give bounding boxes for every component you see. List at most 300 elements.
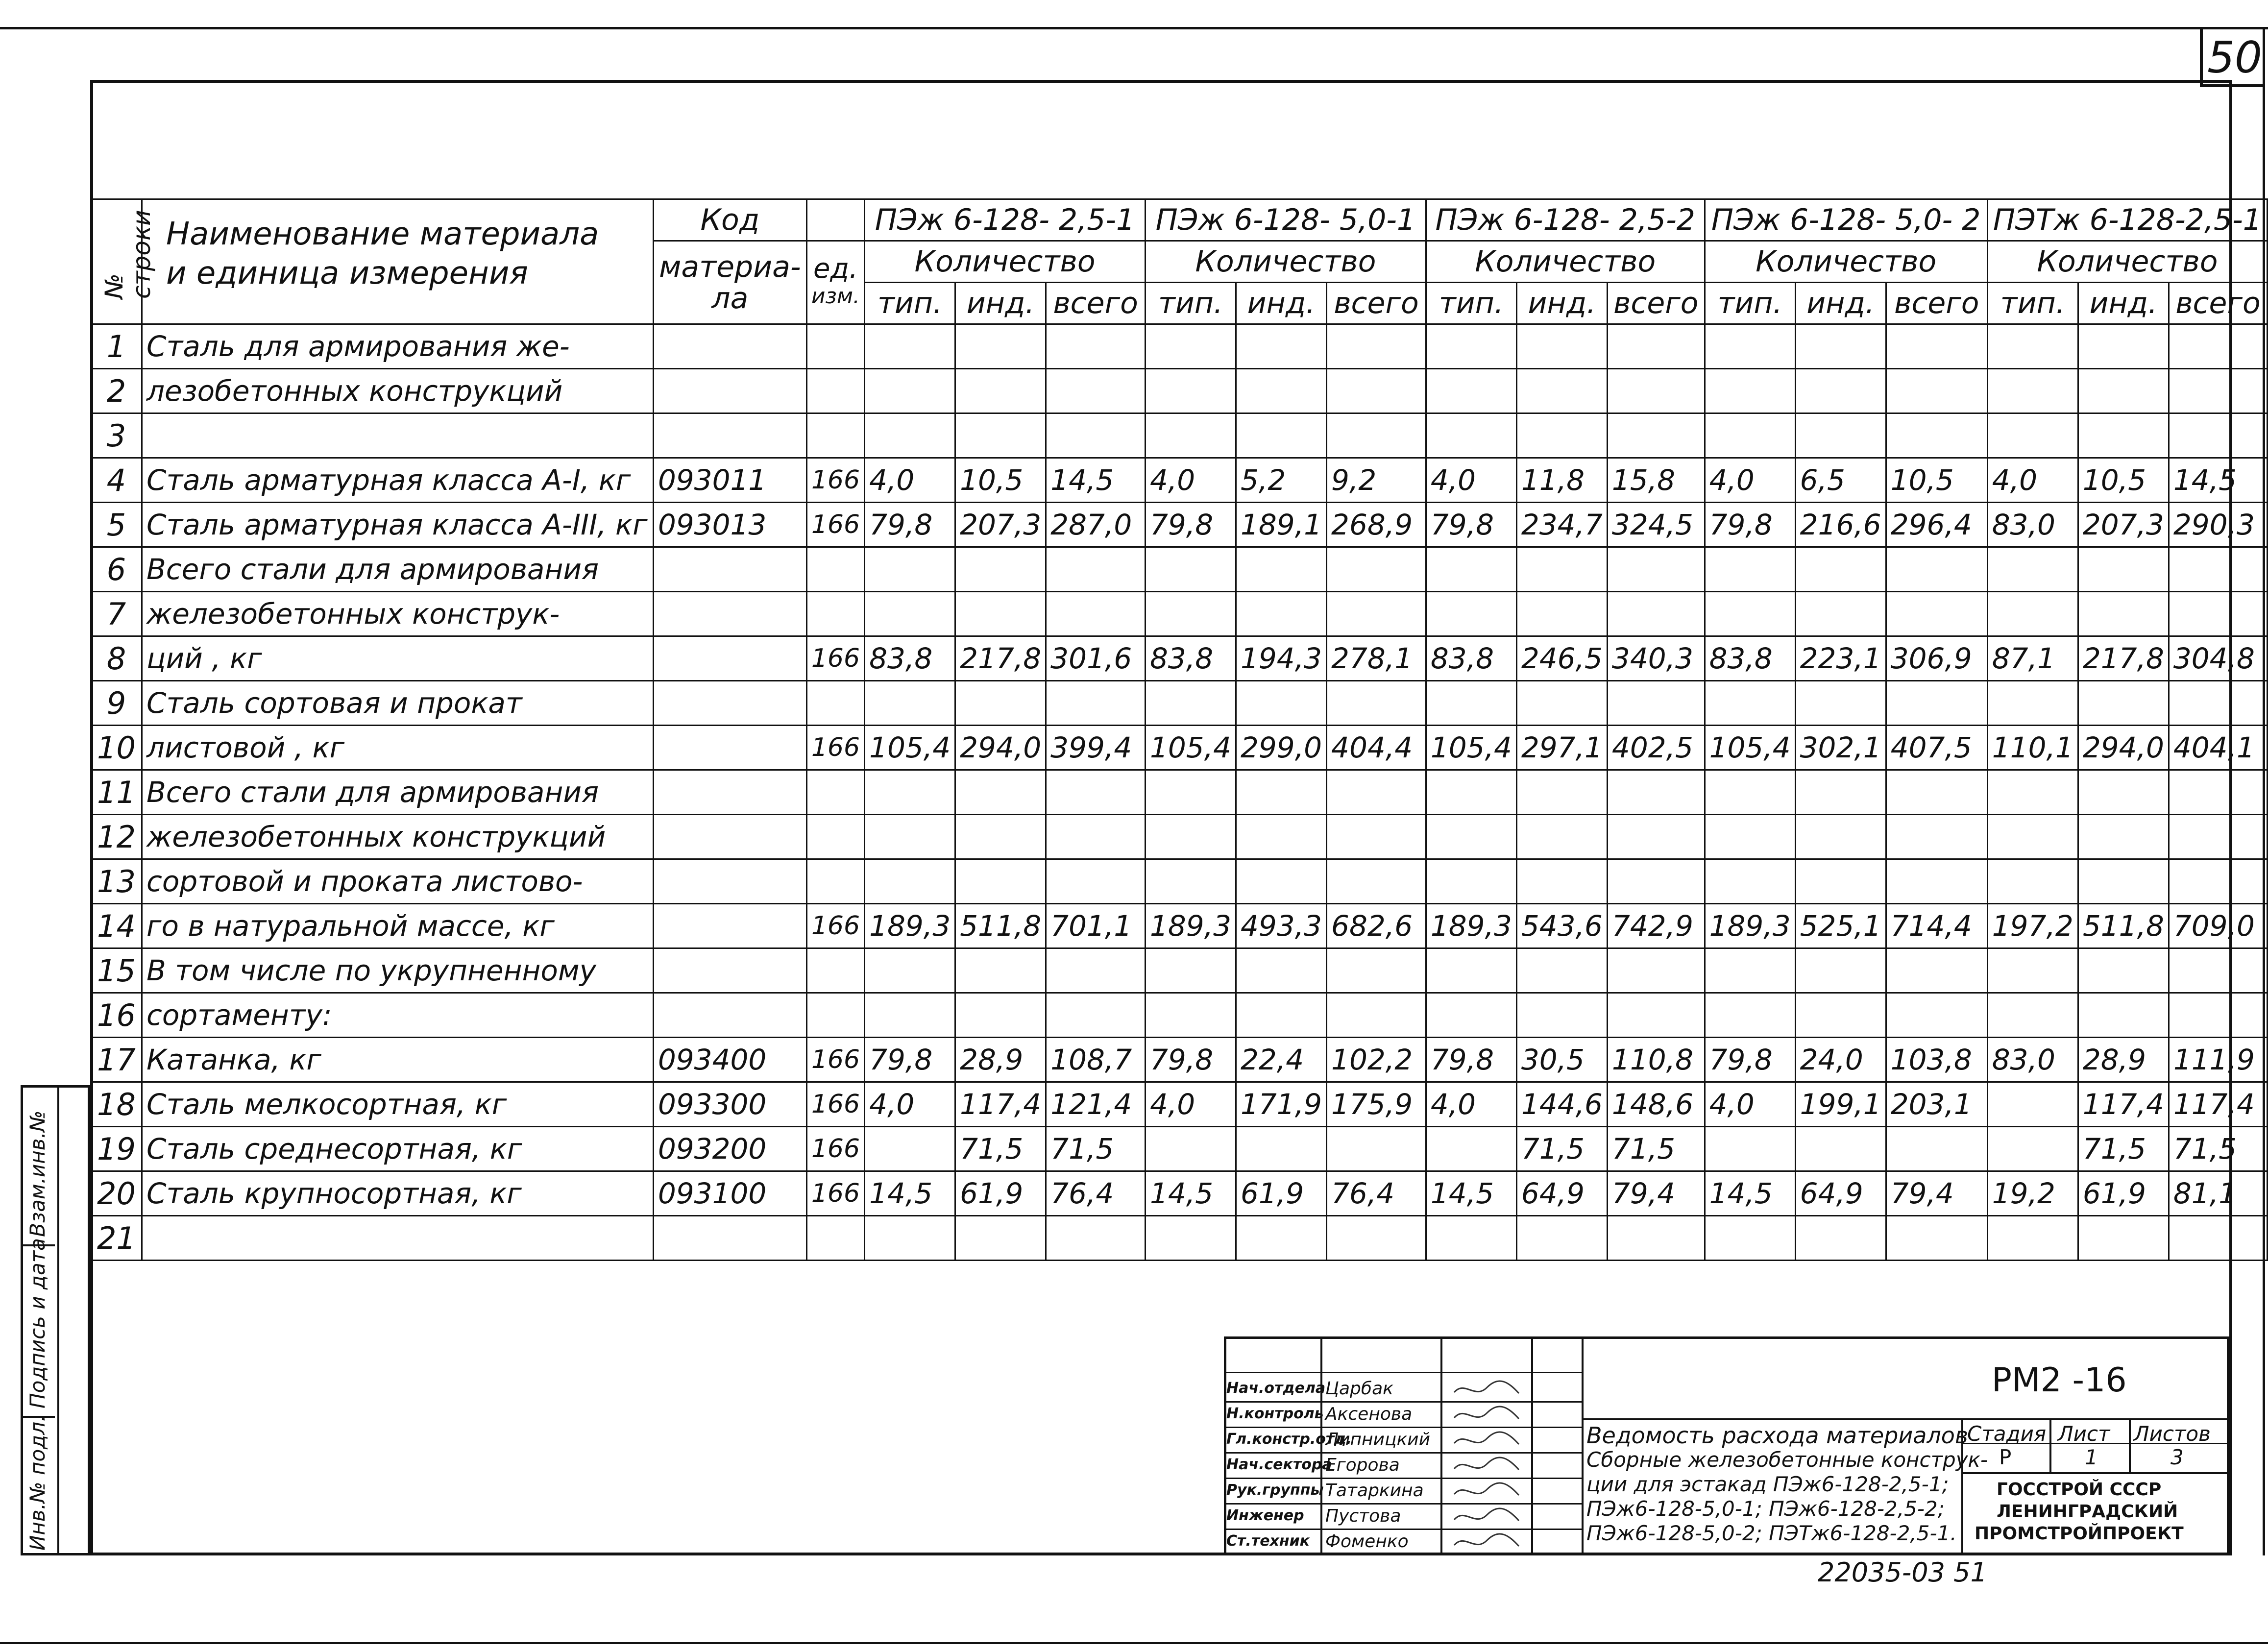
row-number-cell: 7 [91, 592, 142, 636]
row-code-cell: 093013 [653, 503, 806, 547]
header-code-line2: ла [711, 281, 749, 316]
row-value-cell [1987, 1082, 2078, 1127]
row-value-cell [1886, 1127, 1987, 1171]
row-value-cell: 287,0 [1046, 503, 1146, 547]
table-row [91, 636, 2268, 681]
header-unit-line1: ед. [813, 252, 858, 285]
row-value-cell: 105,4 [1705, 726, 1795, 770]
staff-name: Аксенова [1325, 1404, 1413, 1424]
row-unit-cell: 166 [806, 1038, 864, 1082]
row-value-cell: 111,9 [2169, 1038, 2267, 1082]
row-unit-cell [806, 859, 864, 904]
row-value-cell [1516, 324, 1607, 369]
header-group-1: ПЭж 6-128- 2,5-1 [865, 199, 1146, 241]
table-row [91, 948, 2268, 993]
header-qty-5: Количество [1987, 241, 2267, 283]
row-number-cell: 19 [91, 1127, 142, 1171]
row-unit-cell [806, 1216, 864, 1261]
row-value-cell: 299,0 [1236, 726, 1327, 770]
row-value-cell: 189,3 [1705, 904, 1795, 948]
row-value-cell: 306,9 [1886, 636, 1987, 681]
row-value-cell [1705, 993, 1795, 1038]
row-value-cell [1236, 324, 1327, 369]
staff-role: Нач.отдела [1226, 1380, 1326, 1397]
row-code-cell: 093400 [653, 1038, 806, 1082]
row-value-cell: 117,4 [955, 1082, 1046, 1127]
row-number-cell: 21 [91, 1216, 142, 1261]
row-name-cell: Всего стали для армирования [142, 770, 653, 815]
row-value-cell [1795, 770, 1886, 815]
row-value-cell: 121,4 [1046, 1082, 1146, 1127]
row-value-cell [1046, 681, 1146, 726]
row-value-cell [1327, 547, 1426, 592]
row-value-cell [955, 1216, 1046, 1261]
row-value-cell [1516, 592, 1607, 636]
staff-role: Гл.констр.отд. [1226, 1431, 1352, 1448]
row-value-cell [1886, 948, 1987, 993]
table-row [91, 1171, 2268, 1216]
row-value-cell [865, 1127, 955, 1171]
row-value-cell [1516, 681, 1607, 726]
row-name-cell: лезобетонных конструкций [142, 369, 653, 413]
row-value-cell: 61,9 [1236, 1171, 1327, 1216]
row-number-cell: 8 [91, 636, 142, 681]
row-value-cell [1795, 547, 1886, 592]
row-code-cell [653, 413, 806, 458]
row-value-cell: 14,5 [1145, 1171, 1236, 1216]
row-value-cell: 83,0 [1987, 1038, 2078, 1082]
row-code-cell [653, 681, 806, 726]
row-value-cell: 742,9 [1607, 904, 1705, 948]
row-value-cell [1607, 413, 1705, 458]
row-value-cell [2169, 859, 2267, 904]
row-value-cell [1795, 1216, 1886, 1261]
row-value-cell: 302,1 [1795, 726, 1886, 770]
row-value-cell: 493,3 [1236, 904, 1327, 948]
tb-hline-top [1224, 1372, 1582, 1373]
row-value-cell: 83,8 [1145, 636, 1236, 681]
row-value-cell [1145, 1216, 1236, 1261]
row-value-cell [1327, 369, 1426, 413]
row-value-cell [2078, 770, 2169, 815]
row-value-cell [1426, 815, 1516, 859]
subheader-total-5: всего [2169, 283, 2267, 324]
signature-mark [1450, 1480, 1524, 1506]
row-value-cell: 79,8 [1145, 1038, 1236, 1082]
row-value-cell: 404,1 [2169, 726, 2267, 770]
tb-staff-line [1224, 1427, 1582, 1428]
staff-name: Царбак [1325, 1379, 1393, 1399]
row-value-cell: 117,4 [2169, 1082, 2267, 1127]
row-value-cell [1705, 1127, 1795, 1171]
row-value-cell: 543,6 [1516, 904, 1607, 948]
table-row [91, 1127, 2268, 1171]
row-value-cell [1426, 1127, 1516, 1171]
row-value-cell [1516, 948, 1607, 993]
row-value-cell: 340,3 [1607, 636, 1705, 681]
row-value-cell [1705, 815, 1795, 859]
row-value-cell [1886, 815, 1987, 859]
doc-desc-line2: Сборные железобетонные конструк- [1586, 1448, 1988, 1472]
row-value-cell [1795, 324, 1886, 369]
row-value-cell: 76,4 [1046, 1171, 1146, 1216]
bottom-reference: 22035-03 51 [1818, 1557, 1987, 1588]
header-row-no-label: № строки [100, 210, 156, 299]
row-value-cell: 71,5 [1046, 1127, 1146, 1171]
row-value-cell [955, 413, 1046, 458]
row-value-cell [1236, 681, 1327, 726]
row-value-cell [865, 993, 955, 1038]
row-code-cell [653, 993, 806, 1038]
row-value-cell: 79,8 [1426, 1038, 1516, 1082]
row-unit-cell [806, 547, 864, 592]
staff-name: Фоменко [1325, 1531, 1409, 1552]
row-value-cell [1705, 681, 1795, 726]
row-value-cell [1705, 547, 1795, 592]
tb-staff-line [1224, 1503, 1582, 1505]
row-value-cell [1987, 815, 2078, 859]
org-line1: ГОССТРОЙ СССР [1997, 1480, 2162, 1500]
header-unit-cell [806, 241, 864, 324]
row-value-cell [1327, 1216, 1426, 1261]
row-value-cell: 64,9 [1516, 1171, 1607, 1216]
row-number-cell: 11 [91, 770, 142, 815]
tb-staff-line [1224, 1529, 1582, 1530]
tb-staff-line [1224, 1401, 1582, 1403]
row-value-cell [1886, 681, 1987, 726]
row-value-cell: 207,3 [2078, 503, 2169, 547]
row-value-cell: 189,3 [1426, 904, 1516, 948]
row-value-cell [2078, 369, 2169, 413]
row-code-cell [653, 324, 806, 369]
row-value-cell [1987, 770, 2078, 815]
row-value-cell [1236, 948, 1327, 993]
row-value-cell [1145, 413, 1236, 458]
table-row [91, 815, 2268, 859]
row-value-cell [1987, 592, 2078, 636]
row-value-cell: 83,8 [1705, 636, 1795, 681]
row-value-cell [1795, 369, 1886, 413]
row-value-cell: 19,2 [1987, 1171, 2078, 1216]
row-number-cell: 13 [91, 859, 142, 904]
doc-code: РМ2 -16 [1992, 1361, 2127, 1400]
row-value-cell: 79,8 [1426, 503, 1516, 547]
row-value-cell: 682,6 [1327, 904, 1426, 948]
row-value-cell [1145, 324, 1236, 369]
row-value-cell [865, 413, 955, 458]
row-value-cell: 24,0 [1795, 1038, 1886, 1082]
row-code-cell [653, 815, 806, 859]
row-value-cell: 4,0 [1145, 1082, 1236, 1127]
header-unit-top [806, 199, 864, 241]
row-name-cell: Сталь арматурная класса А-III, кг [142, 503, 653, 547]
row-value-cell [1327, 859, 1426, 904]
row-value-cell: 9,2 [1327, 458, 1426, 503]
row-value-cell [1607, 369, 1705, 413]
row-code-cell [653, 369, 806, 413]
row-value-cell [1795, 413, 1886, 458]
signature-mark [1450, 1530, 1524, 1557]
row-code-cell [653, 726, 806, 770]
material-spec-table [90, 198, 2268, 1261]
header-code-top: Код [653, 199, 806, 241]
stage-value: Р [1999, 1445, 2012, 1469]
row-value-cell [1987, 681, 2078, 726]
subheader-ind-1: инд. [955, 283, 1046, 324]
row-value-cell [1987, 547, 2078, 592]
row-value-cell: 407,5 [1886, 726, 1987, 770]
row-number-cell: 10 [91, 726, 142, 770]
row-value-cell [1236, 993, 1327, 1038]
row-value-cell: 28,9 [2078, 1038, 2169, 1082]
row-value-cell [1145, 681, 1236, 726]
row-value-cell [1516, 815, 1607, 859]
row-value-cell [2078, 681, 2169, 726]
signature-mark [1450, 1378, 1524, 1405]
row-value-cell [1886, 592, 1987, 636]
tb-vline-8 [2129, 1418, 2131, 1472]
row-number-cell: 20 [91, 1171, 142, 1216]
row-value-cell [2169, 547, 2267, 592]
row-value-cell: 110,8 [1607, 1038, 1705, 1082]
row-value-cell: 399,4 [1046, 726, 1146, 770]
row-value-cell: 79,8 [1705, 503, 1795, 547]
row-value-cell [1795, 681, 1886, 726]
row-value-cell [955, 993, 1046, 1038]
header-name-line2: и единица измерения [166, 255, 528, 291]
row-value-cell [1607, 993, 1705, 1038]
row-value-cell: 10,5 [2078, 458, 2169, 503]
row-value-cell [1236, 369, 1327, 413]
row-code-cell [653, 547, 806, 592]
row-unit-cell: 166 [806, 636, 864, 681]
row-value-cell: 301,6 [1046, 636, 1146, 681]
header-code-line1: материа- [659, 249, 801, 284]
row-value-cell [1607, 592, 1705, 636]
row-value-cell: 79,4 [1886, 1171, 1987, 1216]
header-code-cell [653, 241, 806, 324]
row-code-cell: 093200 [653, 1127, 806, 1171]
row-value-cell: 189,3 [865, 904, 955, 948]
row-value-cell: 144,6 [1516, 1082, 1607, 1127]
row-value-cell: 223,1 [1795, 636, 1886, 681]
header-qty-4: Количество [1705, 241, 1987, 283]
row-number-cell: 12 [91, 815, 142, 859]
subheader-ind-3: инд. [1516, 283, 1607, 324]
tb-hline-org [1961, 1472, 2229, 1474]
row-number-cell: 5 [91, 503, 142, 547]
tb-vline-4 [1582, 1336, 1584, 1555]
side-label-inv: Инв.№ подл. [25, 1415, 49, 1551]
row-value-cell [2169, 369, 2267, 413]
row-value-cell [1516, 1216, 1607, 1261]
row-value-cell [1987, 324, 2078, 369]
row-value-cell: 79,8 [865, 1038, 955, 1082]
table-row [91, 993, 2268, 1038]
row-value-cell [1987, 1127, 2078, 1171]
row-value-cell [955, 770, 1046, 815]
row-value-cell [1516, 993, 1607, 1038]
row-value-cell: 4,0 [1987, 458, 2078, 503]
row-value-cell [1236, 1127, 1327, 1171]
row-value-cell [1795, 815, 1886, 859]
row-value-cell [1886, 324, 1987, 369]
signature-mark [1450, 1505, 1524, 1532]
row-name-cell: В том числе по укрупненному [142, 948, 653, 993]
row-value-cell [865, 815, 955, 859]
row-value-cell: 14,5 [1426, 1171, 1516, 1216]
row-value-cell: 175,9 [1327, 1082, 1426, 1127]
doc-desc-line4: ПЭж6-128-5,0-1; ПЭж6-128-2,5-2; [1586, 1497, 1945, 1521]
bottom-border-line [0, 1642, 2268, 1644]
row-value-cell: 79,8 [865, 503, 955, 547]
row-value-cell [1145, 592, 1236, 636]
row-value-cell [1046, 859, 1146, 904]
row-unit-cell: 166 [806, 1127, 864, 1171]
side-label-vzam: Взам.инв.№ [25, 1110, 49, 1237]
row-value-cell: 87,1 [1987, 636, 2078, 681]
row-value-cell: 278,1 [1327, 636, 1426, 681]
row-value-cell [2169, 770, 2267, 815]
row-value-cell: 511,8 [955, 904, 1046, 948]
row-value-cell [1046, 369, 1146, 413]
sheet-header: Лист [2058, 1422, 2110, 1446]
row-value-cell [1145, 770, 1236, 815]
subheader-tip-1: тип. [865, 283, 955, 324]
subheader-total-1: всего [1046, 283, 1146, 324]
staff-role: Нач.сектора [1226, 1456, 1332, 1473]
top-border-line [0, 27, 2268, 29]
row-value-cell: 234,7 [1516, 503, 1607, 547]
header-name-cell [142, 199, 653, 324]
row-value-cell [2169, 592, 2267, 636]
row-value-cell [865, 948, 955, 993]
row-name-cell: Сталь арматурная класса А-I, кг [142, 458, 653, 503]
row-value-cell [865, 547, 955, 592]
org-line3: ПРОМСТРОЙПРОЕКТ [1975, 1524, 2184, 1544]
row-value-cell [1886, 369, 1987, 413]
row-value-cell: 216,6 [1795, 503, 1886, 547]
header-name-line1: Наименование материала [166, 216, 599, 252]
row-value-cell: 64,9 [1795, 1171, 1886, 1216]
row-name-cell [142, 1216, 653, 1261]
staff-role: Инженер [1226, 1507, 1304, 1524]
row-unit-cell: 166 [806, 904, 864, 948]
row-value-cell: 79,8 [1705, 1038, 1795, 1082]
row-value-cell [2169, 1216, 2267, 1261]
row-number-cell: 18 [91, 1082, 142, 1127]
row-value-cell: 714,4 [1886, 904, 1987, 948]
row-value-cell: 189,3 [1145, 904, 1236, 948]
row-value-cell [1705, 413, 1795, 458]
row-value-cell [1705, 770, 1795, 815]
row-value-cell [1705, 324, 1795, 369]
table-row [91, 547, 2268, 592]
row-value-cell [865, 859, 955, 904]
side-strip-divider [57, 1088, 59, 1553]
table-row [91, 1216, 2268, 1261]
table-row [91, 592, 2268, 636]
row-value-cell [1145, 948, 1236, 993]
header-group-5: ПЭТж 6-128-2,5-1 [1987, 199, 2267, 241]
row-value-cell: 28,9 [955, 1038, 1046, 1082]
tb-hline-mid [1582, 1418, 2229, 1420]
row-value-cell: 103,8 [1886, 1038, 1987, 1082]
row-value-cell: 105,4 [1145, 726, 1236, 770]
row-value-cell [1516, 369, 1607, 413]
row-unit-cell [806, 993, 864, 1038]
row-value-cell [1516, 413, 1607, 458]
tb-vline-6 [2049, 1418, 2051, 1472]
row-value-cell: 189,1 [1236, 503, 1327, 547]
row-value-cell [1987, 369, 2078, 413]
row-value-cell [2169, 324, 2267, 369]
row-value-cell: 294,0 [2078, 726, 2169, 770]
row-value-cell [1327, 770, 1426, 815]
row-value-cell: 30,5 [1516, 1038, 1607, 1082]
row-value-cell: 71,5 [2078, 1127, 2169, 1171]
row-value-cell: 14,5 [1046, 458, 1146, 503]
row-value-cell [1886, 770, 1987, 815]
staff-role: Ст.техник [1226, 1532, 1310, 1550]
staff-role: Н.контроль [1226, 1405, 1324, 1422]
row-value-cell [1236, 815, 1327, 859]
subheader-ind-5: инд. [2078, 283, 2169, 324]
tb-vline-2 [1440, 1336, 1442, 1555]
table-row [91, 369, 2268, 413]
row-value-cell [1987, 413, 2078, 458]
row-value-cell: 11,8 [1516, 458, 1607, 503]
row-value-cell [955, 547, 1046, 592]
row-value-cell [1886, 1216, 1987, 1261]
row-value-cell: 4,0 [1426, 458, 1516, 503]
row-value-cell [1145, 815, 1236, 859]
row-value-cell: 61,9 [2078, 1171, 2169, 1216]
row-value-cell [1705, 592, 1795, 636]
row-value-cell [1987, 1216, 2078, 1261]
row-value-cell: 6,5 [1795, 458, 1886, 503]
staff-role: Рук.группы [1226, 1481, 1324, 1499]
row-value-cell [1327, 1127, 1426, 1171]
row-value-cell: 117,4 [2078, 1082, 2169, 1127]
row-value-cell: 709,0 [2169, 904, 2267, 948]
row-number-cell: 15 [91, 948, 142, 993]
row-value-cell [1426, 324, 1516, 369]
row-value-cell: 171,9 [1236, 1082, 1327, 1127]
row-code-cell [653, 948, 806, 993]
row-value-cell [1607, 547, 1705, 592]
row-value-cell: 194,3 [1236, 636, 1327, 681]
row-value-cell [1426, 369, 1516, 413]
row-value-cell [1426, 681, 1516, 726]
row-value-cell [2078, 547, 2169, 592]
row-value-cell [1426, 993, 1516, 1038]
row-value-cell: 290,3 [2169, 503, 2267, 547]
row-value-cell: 4,0 [1705, 458, 1795, 503]
row-value-cell [1426, 592, 1516, 636]
row-value-cell [865, 681, 955, 726]
row-value-cell: 108,7 [1046, 1038, 1146, 1082]
tb-vline-3 [1531, 1336, 1533, 1555]
row-value-cell [2169, 681, 2267, 726]
row-value-cell [1607, 324, 1705, 369]
row-number-cell: 17 [91, 1038, 142, 1082]
header-qty-1: Количество [865, 241, 1146, 283]
row-value-cell [865, 324, 955, 369]
row-value-cell [1145, 993, 1236, 1038]
row-value-cell [2078, 948, 2169, 993]
row-value-cell [1236, 859, 1327, 904]
